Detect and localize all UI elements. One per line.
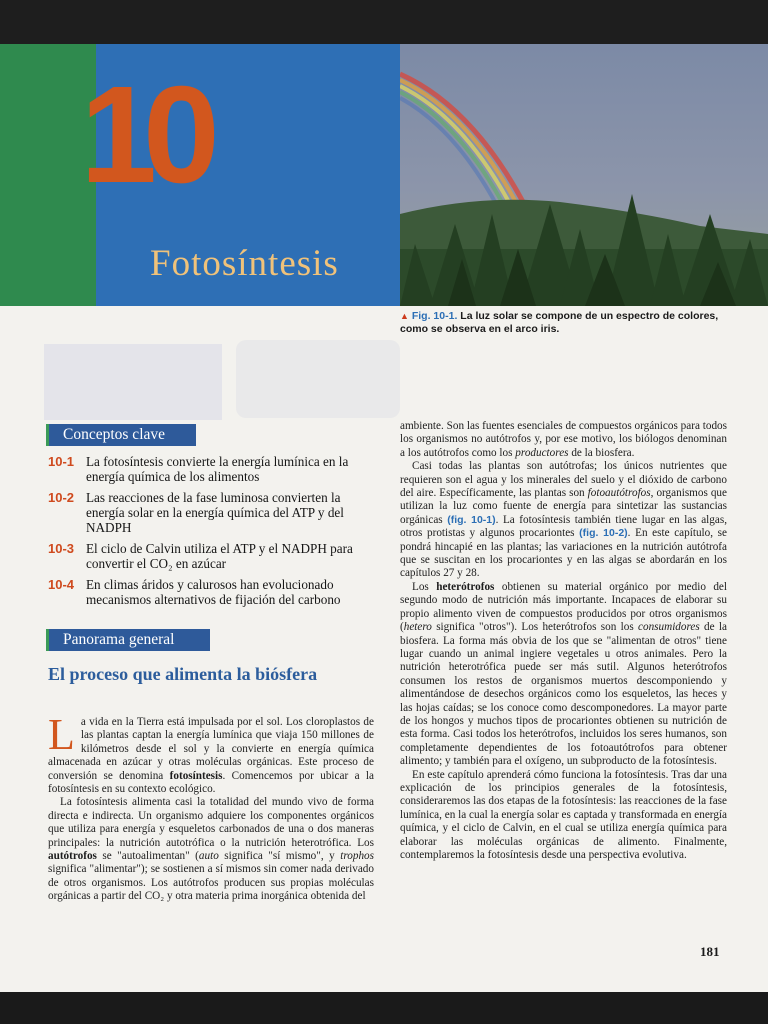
rainbow-forest-photo — [400, 44, 768, 306]
text-run: obtienen su material orgánico por medio del segundo modo de nutrición más importante. Incapaces de elaborar su propio alimento viven de compuestos producidos por otros organismos ( — [400, 580, 728, 634]
rainbow-photo-illustration — [400, 44, 768, 306]
left-text-column — [48, 710, 374, 904]
concept-number: 10-3 — [48, 541, 75, 556]
italic-term: auto — [198, 850, 219, 863]
text-run: significa "sí mismo", y — [218, 850, 341, 863]
concept-item — [46, 454, 376, 484]
bleed-through-box — [44, 344, 222, 420]
text-run: de la biosfera. La forma más obvia de los que se "alimentan de otros" tiene lugar cuando un animal ingiere vegetales u otros animales. Pero la nutrición heterotrófica puede ser más sutil. Algunos heterótrofos consumen los restos de organismos muertos descomponiendo y alimentándose de desechos orgánicos como los esqueletos, las heces y las hojas caídas; se los conoce como descomponedores. La mayor parte de los hongos y muchos tipos de procariontes obtienen su nutrición de esta forma. Casi todos los heterótrofos, incluidos los seres humanos, son completamente dependientes de los fotoautótrofos para obtener alimento; y también para el oxígeno, un subproducto de la fotosíntesis. — [400, 621, 727, 768]
paragraph — [400, 581, 727, 769]
paragraph — [400, 460, 727, 581]
text-run: . La fotosíntesis también tiene lugar en las algas, otros protistas y algunos procariontes — [400, 513, 727, 540]
italic-term: trophos — [340, 850, 374, 863]
italic-term: consumidores — [638, 621, 700, 634]
paragraph — [48, 796, 374, 903]
concept-number: 10-1 — [48, 454, 75, 469]
concept-text: La fotosíntesis convierte la energía lumínica en la energía química de los alimentos — [86, 454, 349, 484]
key-concepts-heading: Conceptos clave — [46, 424, 196, 446]
figure-link[interactable]: (fig. 10-1) — [447, 513, 496, 526]
concept-item — [46, 577, 376, 607]
chapter-number: 10 — [80, 58, 206, 212]
scan-edge-bottom — [0, 992, 768, 1024]
concept-number: 10-2 — [48, 490, 75, 505]
text-run: La fotosíntesis alimenta casi la totalidad del mundo vivo de forma directa e indirecta. Un organismo adquiere los componentes orgánicos que utiliza para energía y esqueletos carbonados de una o dos maneras principales: la nutrición autotrófica o la nutrición heterotrófica. Los — [48, 796, 374, 849]
text-run: Casi todas las plantas son autótrofas; los únicos nutrientes que requieren son el agua y los minerales del suelo y el dióxido de carbono del aire. Específicamente, las plantas son — [400, 460, 727, 500]
figure-reference: Fig. 10-1. — [411, 310, 458, 322]
text-run: . En este capítulo, se pondrá hincapié en las plantas; las variaciones en la nutrición autótrofa que se suscitan en los procariontes y en las algas se abordarán en los capítulos 27 y 28. — [400, 527, 727, 580]
caption-text: La luz solar se compone de un espectro de colores, como se observa en el arco iris. — [400, 310, 719, 335]
overview-heading: Panorama general — [46, 629, 210, 651]
italic-term: fotoautótrofos — [587, 487, 651, 500]
text-run: ambiente. Son las fuentes esenciales de compuestos orgánicos para todos los organismos no autótrofos y, por ese motivo, los biólogos denominan a los autótrofos como los — [400, 420, 727, 459]
text-run: se "autoalimentan" ( — [96, 850, 199, 863]
paragraph — [48, 710, 374, 796]
chapter-title: Fotosíntesis — [150, 243, 339, 284]
text-run: de la biosfera. — [568, 446, 635, 459]
concept-text: El ciclo de Calvin utiliza el ATP y el NADPH para convertir el CO₂ en azúcar — [86, 541, 353, 571]
textbook-page — [0, 44, 768, 992]
text-run: significa "otros"). Los heterótrofos son los — [431, 621, 639, 634]
caption-triangle-icon: ▲ — [400, 311, 409, 321]
concept-number: 10-4 — [48, 577, 75, 592]
concept-item — [46, 541, 376, 571]
text-run: Los — [412, 580, 437, 593]
bleed-through-box — [236, 340, 400, 418]
scan-edge-top — [0, 0, 768, 44]
paragraph: En este capítulo aprenderá cómo funciona la fotosíntesis. Tras dar una explicación de los principios generales de la fotosíntesis, consideraremos las dos etapas de la fotosíntesis: las reacciones de la fase lumínica, en la cual la energía solar es captada y transformada en energía química, y el ciclo de Calvin, en el cual se utiliza energía química para elaborar las moléculas orgánicas de alimento. Finalmente, contemplaremos la fotosíntesis desde una perspectiva evolutiva. — [400, 768, 727, 861]
concept-item — [46, 490, 376, 535]
right-text-column — [400, 420, 727, 862]
figure-caption — [400, 310, 730, 336]
paragraph — [400, 420, 727, 460]
text-run: a vida en la Tierra está impulsada por el sol. Los cloroplastos de las plantas captan la energía lumínica que viaja 150 millones de kilómetros desde el sol y la convierte en energía química almacenada en azúcar y otras moléculas orgánicas. Este proceso de conversión se denomina — [48, 716, 374, 782]
concept-text: Las reacciones de la fase luminosa convierten la energía solar en la energía química del ATP y del NADPH — [86, 490, 344, 535]
bold-term: heterótrofos — [436, 580, 495, 593]
bold-term: autótrofos — [48, 850, 97, 863]
bold-term: fotosíntesis — [169, 769, 223, 782]
text-run: . Comencemos por ubicar a la fotosíntesis en su contexto ecológico. — [48, 769, 374, 796]
italic-term: hetero — [403, 621, 432, 634]
concept-text: En climas áridos y calurosos han evolucionado mecanismos alternativos de fijación del carbono — [86, 577, 341, 607]
key-concepts-list — [46, 454, 376, 613]
figure-link[interactable]: (fig. 10-2) — [579, 527, 628, 540]
text-run: significa "alimentar"); se sostienen a sí mismos sin comer nada derivado de otros organismos. Los autótrofos producen sus propias moléculas orgánicas a partir del CO₂ y otra materia prima inorgánica obtenida del — [48, 863, 374, 903]
drop-cap: L — [48, 710, 75, 759]
italic-term: productores — [515, 446, 569, 459]
page-number: 181 — [700, 944, 720, 959]
section-title: El proceso que alimenta la biósfera — [48, 664, 318, 684]
text-run: , organismos que utilizan la luz como fuente de energía para sintetizar las sustancias orgánicas — [400, 487, 727, 526]
